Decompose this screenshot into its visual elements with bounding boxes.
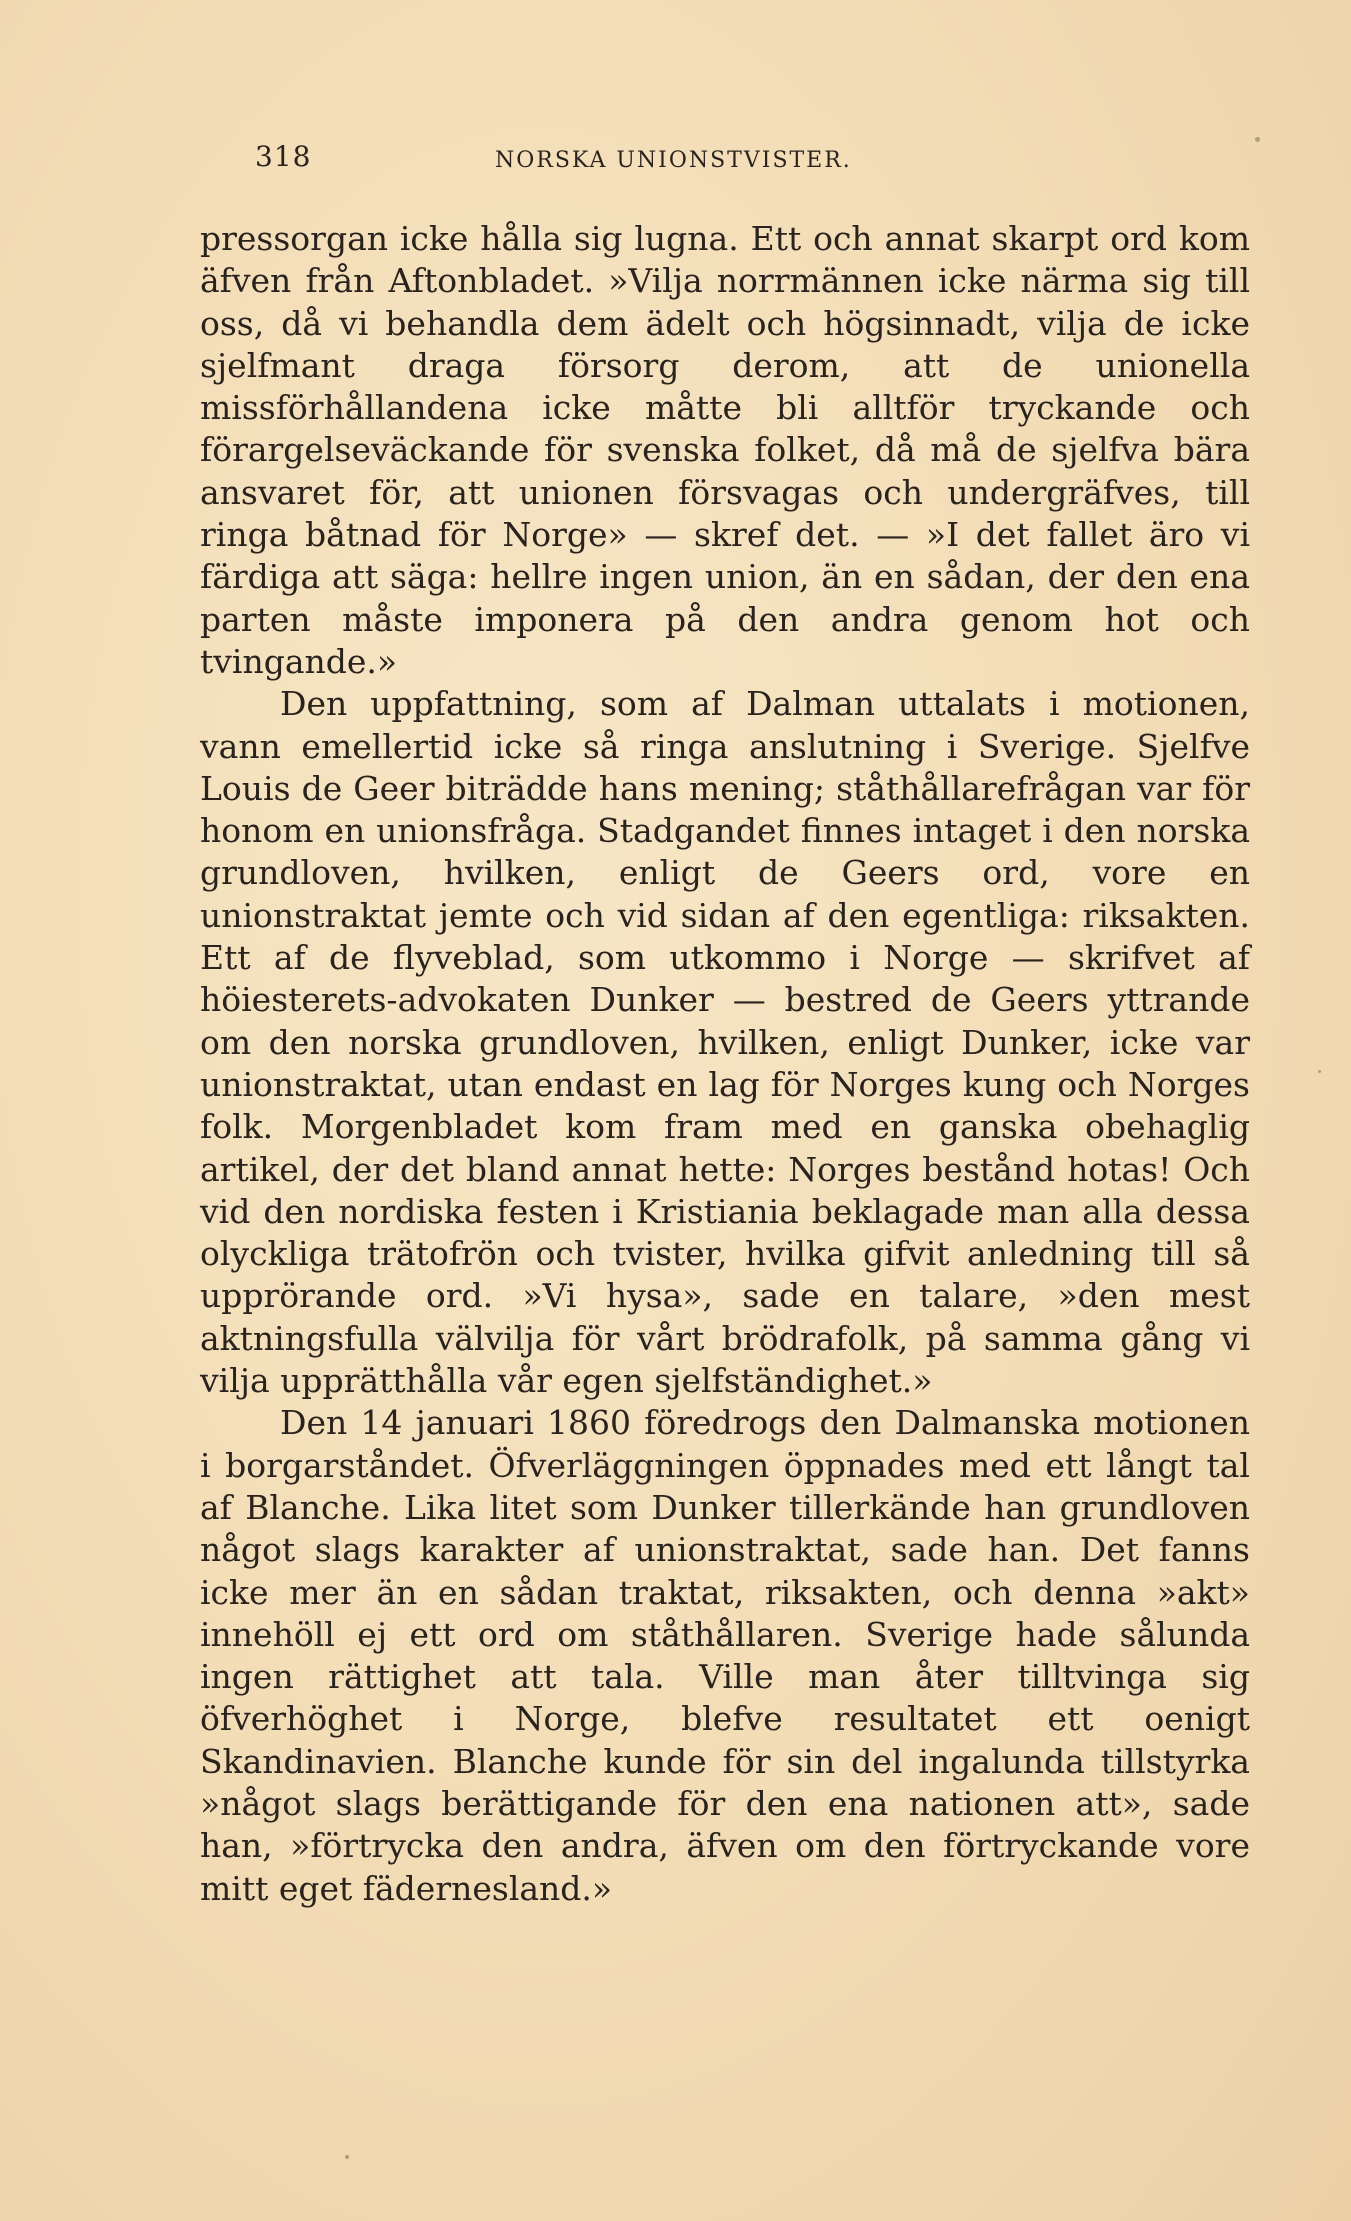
page-header	[255, 140, 1205, 180]
body-text	[200, 218, 1250, 1910]
page-number: 318	[255, 140, 312, 173]
paper-speck	[1318, 1070, 1321, 1073]
paragraph-3: Den 14 januari 1860 föredrogs den Dalmanska motionen i borgarståndet. Öfverläggningen öppnades med ett långt tal af Blanche. Lika litet som Dunker tillerkände han grundloven något slags karakter af unionstraktat, sade han. Det fanns icke mer än en sådan traktat, riksakten, och denna »akt» innehöll ej ett ord om ståthållaren. Sverige hade sålunda ingen rättighet att tala. Ville man åter tilltvinga sig öfverhöghet i Norge, blefve resultatet ett oenigt Skandinavien. Blanche kunde för sin del ingalunda tillstyrka »något slags berättigande för den ena nationen att», sade han, »förtrycka den andra, äfven om den förtryckande vore mitt eget fädernesland.»	[200, 1403, 1250, 1908]
paper-speck	[345, 2155, 349, 2159]
running-head: NORSKA UNIONSTVISTER.	[495, 148, 852, 173]
paragraph-2: Den uppfattning, som af Dalman uttalats i motionen, vann emellertid icke så ringa anslutning i Sverige. Sjelfve Louis de Geer biträdde hans mening; ståthållarefrågan var för honom en unionsfråga. Stadgandet finnes intaget i den norska grundloven, hvilken, enligt de Geers ord, vore en unionstraktat jemte och vid sidan af den egentliga: riksakten. Ett af de flyveblad, som utkommo i Norge — skrifvet af höiesterets-advokaten Dunker — bestred de Geers yttrande om den norska grundloven, hvilken, enligt Dunker, icke var unionstraktat, utan endast en lag för Norges kung och Norges folk. Morgenbladet kom fram med en ganska obehaglig artikel, der det bland annat hette: Norges bestånd hotas! Och vid den nordiska festen i Kristiania beklagade man alla dessa olyckliga trätofrön och tvister, hvilka gifvit anledning till så upprörande ord. »Vi hysa», sade en talare, »den mest aktningsfulla välvilja för vårt brödrafolk, på samma gång vi vilja upprätthålla vår egen sjelfständighet.»	[200, 684, 1250, 1401]
paragraph-1: pressorgan icke hålla sig lugna. Ett och annat skarpt ord kom äfven från Aftonbladet. »Vilja norrmännen icke närma sig till oss, då vi behandla dem ädelt och högsinnadt, vilja de icke sjelfmant draga försorg derom, att de unionella missförhållandena icke måtte bli alltför tryckande och förargelseväckande för svenska folket, då må de sjelfva bära ansvaret för, att unionen försvagas och undergräfves, till ringa båtnad för Norge» — skref det. — »I det fallet äro vi färdiga att säga: hellre ingen union, än en sådan, der den ena parten måste imponera på den andra genom hot och tvingande.»	[200, 219, 1250, 681]
paper-speck	[1255, 137, 1260, 142]
